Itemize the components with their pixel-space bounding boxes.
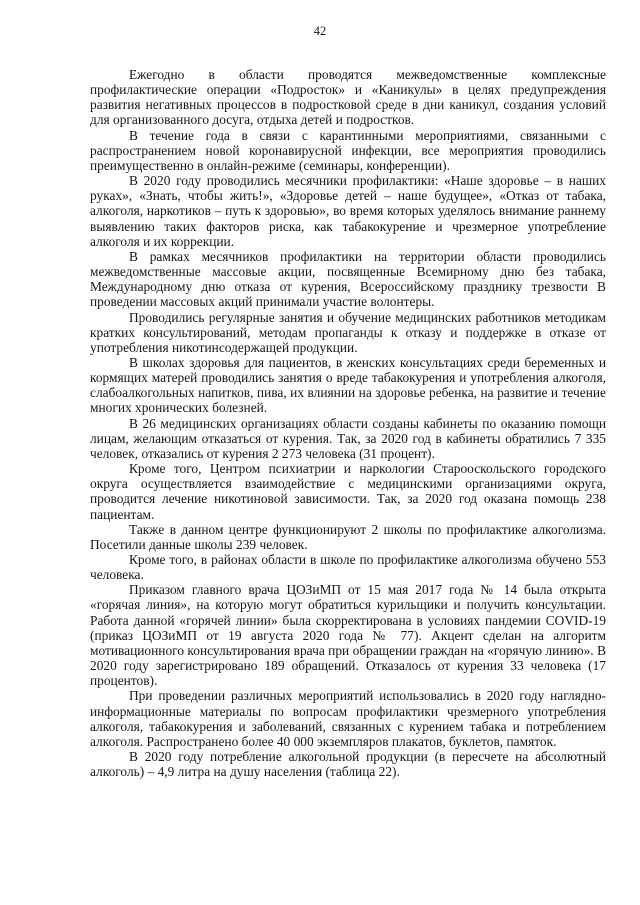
paragraph-2: В течение года в связи с карантинными мероприятиями, связанными с распространением новой коронавирусной инфекции, все мероприятия проводились преимущественно в онлайн-режиме (семинары, конференции). bbox=[90, 127, 606, 173]
paragraph-5: Проводились регулярные занятия и обучение медицинских работников методикам кратких консультирований, методам пропаганды к отказу и поддержке в отказе от употребления никотинсодержащей продукции. bbox=[90, 309, 606, 355]
paragraph-3: В 2020 году проводились месячники профилактики: «Наше здоровье – в наших руках», «Знать, чтобы жить!», «Здоровье детей – наше будущее», «Отказ от табака, алкоголя, наркотиков – путь к здоровью», во время которых уделялось внимание раннему выявлению таких факторов риска, как табакокурение и чрезмерное употребление алкоголя и их коррекции. bbox=[90, 173, 606, 249]
document-body bbox=[90, 67, 606, 779]
paragraph-4: В рамках месячников профилактики на территории области проводились межведомственные массовые акции, посвященные Всемирному дню без табака, Международному дню отказа от курения, Всероссийскому празднику трезвости В проведении массовых акций принимали участие волонтеры. bbox=[90, 248, 606, 310]
page-number: 42 bbox=[313, 24, 327, 38]
paragraph-7: В 26 медицинских организациях области созданы кабинеты по оказанию помощи лицам, желающим отказаться от курения. Так, за 2020 год в кабинеты обратились 7 335 человек, отказались от курения 2 273 человека (31 процент). bbox=[90, 415, 606, 461]
paragraph-8: Кроме того, Центром психиатрии и наркологии Старооскольского городского округа осуществляется взаимодействие с медицинскими организациями округа, проводится лечение никотиновой зависимости. Так, за 2020 год оказана помощь 238 пациентам. bbox=[90, 461, 606, 522]
paragraph-9: Также в данном центре функционируют 2 школы по профилактике алкоголизма. Посетили данные школы 239 человек. bbox=[90, 521, 606, 552]
paragraph-1: Ежегодно в области проводятся межведомственные комплексные профилактические операции «Подросток» и «Каникулы» в целях предупреждения развития негативных процессов в подростковой среде в дни каникул, создания условий для организованного досуга, отдыха детей и подростков. bbox=[90, 67, 606, 128]
paragraph-10: Кроме того, в районах области в школе по профилактике алкоголизма обучено 553 человека. bbox=[90, 552, 606, 583]
paragraph-12: При проведении различных мероприятий использовались в 2020 году наглядно-информационные материалы по вопросам профилактики чрезмерного употребления алкоголя, табакокурения и заболеваний, связанных с курением табака и потреблением алкоголя. Распространено более 40 000 экземпляров плакатов, буклетов, памяток. bbox=[90, 688, 606, 749]
paragraph-6: В школах здоровья для пациентов, в женских консультациях среди беременных и кормящих матерей проводились занятия о вреде табакокурения и употребления алкоголя, слабоалкогольных напитков, пива, их влиянии на здоровье ребенка, на развитие и течение многих хронических болезней. bbox=[90, 354, 606, 416]
paragraph-13: В 2020 году потребление алкогольной продукции (в пересчете на абсолютный алкоголь) – 4,9 литра на душу населения (таблица 22). bbox=[90, 749, 606, 780]
paragraph-11: Приказом главного врача ЦОЗиМП от 15 мая 2017 года № 14 была открыта «горячая линия», на которую могут обратиться курильщики и получить консультации. Работа данной «горячей линии» была скорректирована в условиях пандемии COVID-19 (приказ ЦОЗиМП от 19 августа 2020 года № 77). Акцент сделан на алгоритм мотивационного консультирования врача при обращении граждан на «горячую линию». В 2020 году зарегистрировано 189 обращений. Отказалось от курения 33 человека (17 процентов). bbox=[90, 582, 606, 689]
